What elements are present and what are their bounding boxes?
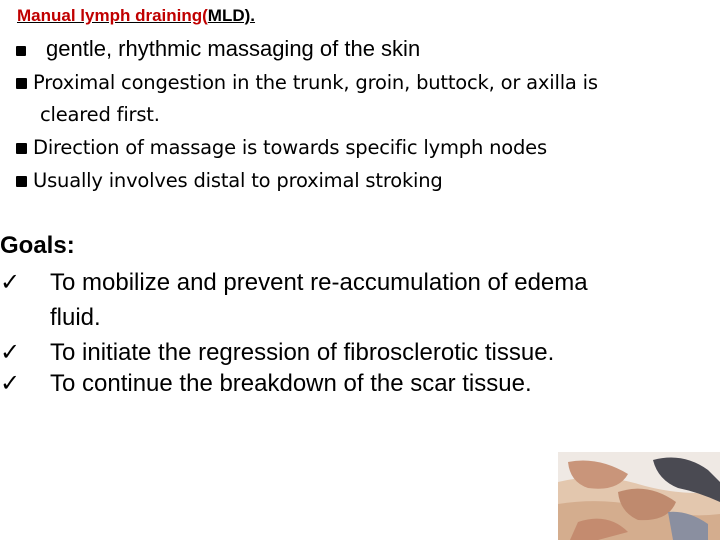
square-bullet-icon	[16, 143, 27, 154]
goal-item-2	[0, 338, 554, 367]
goal-text: To continue the breakdown of the scar tissue.	[50, 370, 532, 397]
checkmark-icon: ✓	[0, 370, 21, 397]
square-bullet-icon	[16, 46, 26, 56]
bullet-text: gentle, rhythmic massaging of the skin	[46, 36, 421, 61]
goal-item-1-cont	[50, 304, 101, 332]
slide-title	[17, 6, 255, 26]
goal-text: fluid.	[50, 304, 101, 331]
massage-illustration	[558, 452, 720, 540]
bullet-item-2-cont	[40, 103, 160, 126]
goal-text: To initiate the regression of fibrosclerotic tissue.	[50, 339, 555, 366]
checkmark-icon: ✓	[0, 339, 21, 366]
goal-item-1	[0, 268, 588, 297]
bullet-text: Usually involves distal to proximal stroking	[33, 169, 443, 192]
bullet-item-1	[16, 36, 420, 62]
title-part-red: Manual lymph draining(	[17, 6, 208, 25]
bullet-text: Direction of massage is towards specific lymph nodes	[33, 136, 547, 159]
bullet-item-2	[16, 71, 598, 94]
goal-text: To mobilize and prevent re-accumulation of edema	[50, 269, 588, 296]
bullet-text: Proximal congestion in the trunk, groin, buttock, or axilla is	[33, 71, 598, 94]
bullet-text: cleared first.	[40, 103, 160, 126]
goals-heading: Goals:	[0, 232, 75, 259]
square-bullet-icon	[16, 78, 27, 89]
square-bullet-icon	[16, 176, 27, 187]
title-part-black: MLD).	[207, 6, 256, 25]
massage-photo	[558, 452, 720, 540]
goal-item-3	[0, 369, 532, 398]
checkmark-icon: ✓	[0, 269, 21, 296]
bullet-item-3	[16, 136, 547, 159]
bullet-item-4	[16, 169, 443, 192]
